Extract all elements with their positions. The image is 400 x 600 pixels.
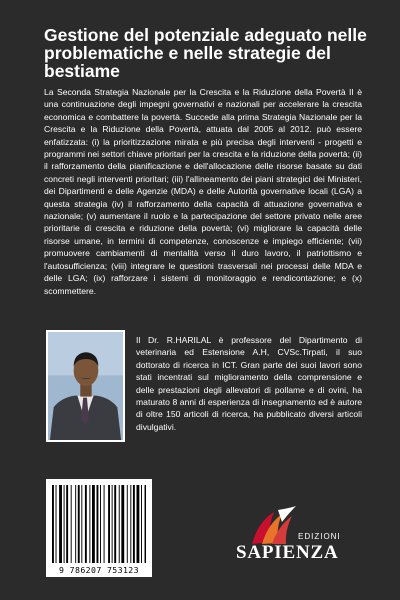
barcode-number: 9 786207 753123 xyxy=(59,565,139,575)
publisher-edizioni: EDIZIONI xyxy=(298,532,341,541)
author-bio: Il Dr. R.HARILAL è professore del Dipartimento di veterinaria ed Estensione A.H, CVSc.Tirpati, il suo dottorato di ricerca in ICT. Gran parte dei suoi lavori sono stati incentrati sul miglioramento della comprensione e delle prestazioni degli allevatori di pollame e di ovini, ha maturato 8 anni di esperienza di insegnamento ed è autore di oltre 150 articoli di ricerca, ha pubblicato diversi articoli divulgativi. xyxy=(136,335,362,432)
author-portrait-image xyxy=(48,332,123,440)
book-title: Gestione del potenziale adeguato nelle problematiche e nelle strategie del bestiame xyxy=(44,25,367,81)
isbn-barcode xyxy=(46,479,152,577)
book-description: La Seconda Strategia Nazionale per la Crescita e la Riduzione della Povertà II è una continuazione degli impegni governativi e nazionali per accelerare la crescita economica e combattere la povertà. Succede alla prima Strategia Nazionale per la Crescita e la Riduzione della Povertà, attuata dal 2005 al 2012. può essere enfatizzata: (i) la prioritizzazione mirata e più precisa degli interventi - progetti e programmi nei settori chiave prioritari per la crescita e la riduzione della povertà; (ii) il rafforzamento della pianificazione e dell'allocazione delle risorse basate su dati concreti negli interventi prioritari; (iii) l'allineamento dei piani strategici dei Ministeri, dei Dipartimenti e delle Agenzie (MDA) e delle Autorità governative locali (LGA) a questa strategia (iv) il rafforzamento della capacità di attuazione governativa e nazionale; (v) aumentare il ruolo e la partecipazione del settore privato nelle aree prioritarie di crescita e riduzione della povertà; (vi) migliorare la capacità delle risorse umane, in termini di competenze, conoscenze e impiego efficiente; (vii) promuovere cambiamenti di mentalità verso il duro lavoro, il patriottismo e l'autosufficienza; (viii) integrare le questioni trasversali nei processi delle MDA e delle LGA; (ix) rafforzare i sistemi di monitoraggio e rendicontazione; e (x) scommettere. xyxy=(44,87,362,296)
barcode-bars xyxy=(52,485,146,563)
author-photo xyxy=(46,330,125,442)
publisher-logo xyxy=(236,506,356,576)
publisher-name: SAPIENZA xyxy=(236,542,339,563)
publisher-quill-icon xyxy=(248,506,298,546)
